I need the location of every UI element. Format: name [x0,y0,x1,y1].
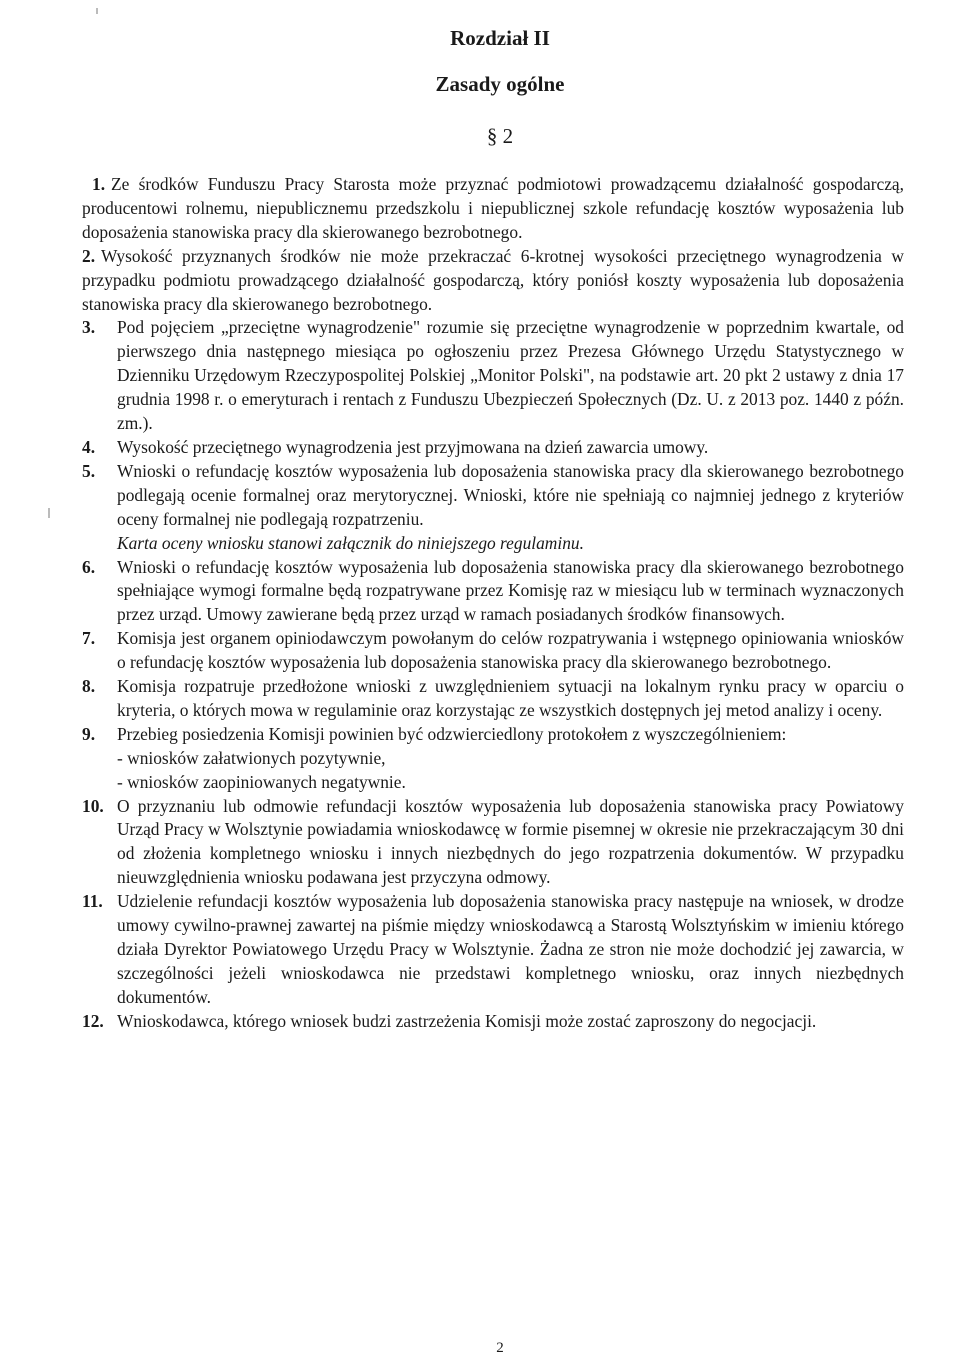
section-symbol: § 2 [486,124,514,148]
provision-number: 11. [82,891,103,912]
provision-subpoint: - wniosków załatwionych pozytywnie, [117,747,386,768]
provision-number: 8. [82,676,96,697]
provision-item [82,316,904,436]
provision-number: 5. [82,460,96,481]
provision-number: 10. [82,795,104,816]
provision-text: O przyznaniu lub odmowie refundacji kosztów wyposażenia lub doposażenia stanowiska pracy Powiatowy Urząd Pracy w Wolsztynie powiadamia wnioskodawcę w formie pisemnej w okresie nie przekraczającym 30 dni od złożenia kompletnego wniosku i innych niezbędnych do jego rozpatrzenia dokumentów. W przypadku nieuwzględnienia wniosku podawana jest przyczyna odmowy. [117,795,904,888]
provision-number: 9. [82,723,96,744]
chapter-subtitle: Zasady ogólne [435,72,565,96]
provision-number: 4. [82,436,96,457]
provisions-list [82,173,904,1034]
provision-item [82,436,904,460]
provision-item [82,890,904,1010]
provision-item [82,723,904,795]
chapter-heading: Rozdział II [450,26,550,50]
provision-text: Komisja jest organem opiniodawczym powołanym do celów rozpatrywania i wstępnego opiniowania wniosków o refundację kosztów wyposażenia lub doposażenia stanowiska pracy dla skierowanego bezrobotnego. [117,628,904,673]
provision-note: Karta oceny wniosku stanowi załącznik do niniejszego regulaminu. [117,532,584,553]
provision-number: 3. [82,317,96,338]
provision-text: Pod pojęciem „przeciętne wynagrodzenie" rozumie się przeciętne wynagrodzenie w poprzednim kwartale, od pierwszego dnia następnego miesiąca po ogłoszeniu przez Prezesa Głównego Urzędu Statystycznego w Dzienniku Urzędowym Rzeczypospolitej Polskiej „Monitor Polski", na podstawie art. 20 pkt 2 ustawy z dnia 17 grudnia 1998 r. o emeryturach i rentach z Funduszu Ubezpieczeń Społecznych (Dz. U. z 2013 poz. 1440 z późn. zm.). [117,317,904,434]
provision-item [82,627,904,675]
provision-text: Wysokość przeciętnego wynagrodzenia jest przyjmowana na dzień zawarcia umowy. [117,436,709,457]
provision-item [82,795,904,891]
provision-text: Przebieg posiedzenia Komisji powinien być odzwierciedlony protokołem z wyszczególnieniem: [117,723,787,744]
provision-subpoint: - wniosków zaopiniowanych negatywnie. [117,771,406,792]
provision-item [82,460,904,556]
scan-speck [48,508,50,518]
provision-item [82,1010,904,1034]
provision-number: 6. [82,556,96,577]
provision-text: Wnioski o refundację kosztów wyposażenia lub doposażenia stanowiska pracy dla skierowanego bezrobotnego podlegają ocenie formalnej oraz merytorycznej. Wnioski, które nie spełniają co najmniej jednego z kryteriów oceny formalnej nie podlegają rozpatrzeniu. [117,460,904,529]
provision-text: Komisja rozpatruje przedłożone wnioski z uwzględnieniem sytuacji na lokalnym rynku pracy w oparciu o kryteria, o których mowa w regulaminie oraz korzystając ze wszystkich dostępnych jej metod analizy i oceny. [117,676,904,720]
provision-text: Udzielenie refundacji kosztów wyposażenia lub doposażenia stanowiska pracy następuje na wniosek, w drodze umowy cywilno-prawnej zawartej na piśmie między wnioskodawcą a Starostą Wolsztyńskim w imieniu którego działa Dyrektor Powiatowego Urzędu Pracy w Wolsztynie. Żadna ze stron nie może dochodzić jej zawarcia, w szczególności jeżeli wnioskodawca nie przedstawi kompletnego wniosku, oraz innych niezbędnych dokumentów. [117,891,904,1007]
provision-text: Wnioskodawca, którego wniosek budzi zastrzeżenia Komisji może zostać zaproszony do negocjacji. [117,1010,817,1031]
provision-item [82,245,904,317]
provision-number: 1. [92,174,106,194]
provision-text: Ze środków Funduszu Pracy Starosta może przyznać podmiotowi prowadzącemu działalność gospodarczą, producentowi rolnemu, niepublicznemu przedszkolu i niepublicznej szkole refundację kosztów wyposażenia lub doposażenia stanowiska pracy dla skierowanego bezrobotnego. [82,174,904,242]
provision-item [82,173,904,245]
provision-item [82,675,904,723]
provision-number: 12. [82,1010,104,1031]
scan-speck [96,8,98,14]
provision-text: Wnioski o refundację kosztów wyposażenia lub doposażenia stanowiska pracy dla skierowanego bezrobotnego spełniające wymogi formalne będą rozpatrywane przez Komisję raz w miesiącu lub w terminach wyznaczonych przez urząd. Umowy zawierane będą przez urząd w ramach posiadanych środków finansowych. [117,556,904,625]
provision-number: 7. [82,628,96,649]
page-number: 2 [496,1340,504,1356]
provision-number: 2. [82,245,96,266]
provision-text: Wysokość przyznanych środków nie może przekraczać 6-krotnej wysokości przeciętnego wynagrodzenia w przypadku podmiotu prowadzącego działalność gospodarczą, który poniósł koszty wyposażenia lub doposażenia stanowiska pracy dla skierowanego bezrobotnego. [82,245,904,314]
provision-item [82,556,904,628]
